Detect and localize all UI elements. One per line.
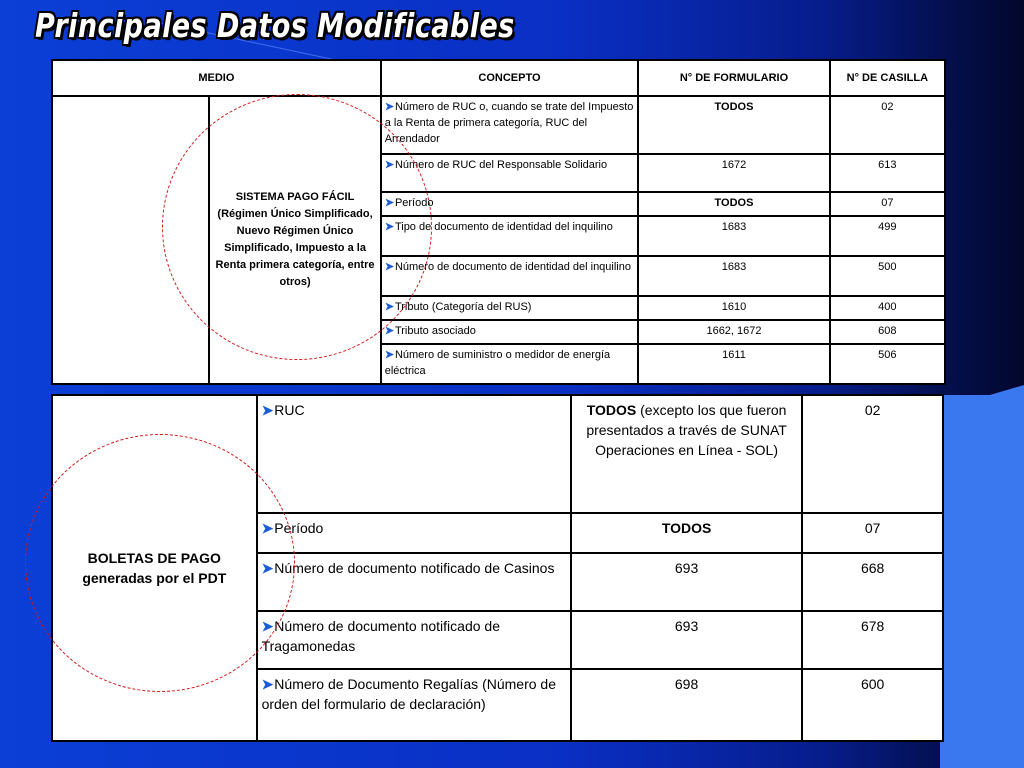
formulario-cell: TODOS xyxy=(638,192,829,216)
concepto-cell: ➤Número de RUC o, cuando se trate del Impuesto a la Renta de primera categoría, RUC del Arrendador xyxy=(381,96,639,154)
concepto-cell: ➤Número de RUC del Responsable Solidario xyxy=(381,154,639,192)
formulario-cell: TODOS xyxy=(571,513,803,553)
group-label: BOLETAS DE PAGO generadas por el PDT xyxy=(52,395,257,741)
table-header-row xyxy=(52,60,945,96)
concepto-cell: ➤Número de documento notificado de Tragamonedas xyxy=(257,611,571,669)
header-formulario: N° DE FORMULARIO xyxy=(638,60,829,96)
slide-title: Principales Datos Modificables xyxy=(35,6,515,45)
formulario-cell: 693 xyxy=(571,553,803,611)
casilla-cell: 07 xyxy=(802,513,943,553)
concepto-cell: ➤Número de Documento Regalías (Número de orden del formulario de declaración) xyxy=(257,669,571,741)
table-row xyxy=(52,96,945,154)
formulario-cell: TODOS (excepto los que fueron presentados a través de SUNAT Operaciones en Línea - SOL) xyxy=(571,395,803,513)
arrow-bullet-icon: ➤ xyxy=(384,197,394,209)
formulario-cell: TODOS xyxy=(638,96,829,154)
concepto-cell: ➤Número de documento de identidad del inquilino xyxy=(381,256,639,296)
formulario-cell: 1610 xyxy=(638,296,829,320)
casilla-cell: 02 xyxy=(830,96,945,154)
header-casilla: N° DE CASILLA xyxy=(830,60,945,96)
arrow-bullet-icon: ➤ xyxy=(384,221,394,233)
header-medio: MEDIO xyxy=(52,60,381,96)
casilla-cell: 600 xyxy=(802,669,943,741)
casilla-cell: 02 xyxy=(802,395,943,513)
casilla-cell: 500 xyxy=(830,256,945,296)
arrow-bullet-icon: ➤ xyxy=(261,676,274,692)
casilla-cell: 613 xyxy=(830,154,945,192)
arrow-bullet-icon: ➤ xyxy=(384,349,394,361)
arrow-bullet-icon: ➤ xyxy=(261,560,274,576)
arrow-bullet-icon: ➤ xyxy=(384,301,394,313)
casilla-cell: 678 xyxy=(802,611,943,669)
arrow-bullet-icon: ➤ xyxy=(261,402,274,418)
formulario-cell: 1683 xyxy=(638,216,829,256)
formulario-cell: 1672 xyxy=(638,154,829,192)
concepto-cell: ➤Tributo (Categoría del RUS) xyxy=(381,296,639,320)
casilla-cell: 668 xyxy=(802,553,943,611)
concepto-cell: ➤Número de suministro o medidor de energía eléctrica xyxy=(381,344,639,384)
casilla-cell: 506 xyxy=(830,344,945,384)
formulario-cell: 1662, 1672 xyxy=(638,320,829,344)
formulario-cell: 693 xyxy=(571,611,803,669)
casilla-cell: 499 xyxy=(830,216,945,256)
concepto-cell: ➤Período xyxy=(257,513,571,553)
group-label: SISTEMA PAGO FÁCIL (Régimen Único Simplificado, Nuevo Régimen Único Simplificado, Impuesto a la Renta primera categoría, entre otros) xyxy=(209,96,380,384)
casilla-cell: 608 xyxy=(830,320,945,344)
formulario-cell: 1611 xyxy=(638,344,829,384)
concepto-cell: ➤Tipo de documento de identidad del inquilino xyxy=(381,216,639,256)
highlight-circle xyxy=(25,434,295,692)
concepto-cell: ➤Tributo asociado xyxy=(381,320,639,344)
arrow-bullet-icon: ➤ xyxy=(384,325,394,337)
concepto-cell: ➤Período xyxy=(381,192,639,216)
arrow-bullet-icon: ➤ xyxy=(384,101,394,113)
formulario-cell: 1683 xyxy=(638,256,829,296)
arrow-bullet-icon: ➤ xyxy=(261,520,274,536)
decorative-panel xyxy=(940,395,1024,768)
concepto-cell: ➤Número de documento notificado de Casinos xyxy=(257,553,571,611)
formulario-cell: 698 xyxy=(571,669,803,741)
header-concepto: CONCEPTO xyxy=(381,60,639,96)
casilla-cell: 07 xyxy=(830,192,945,216)
arrow-bullet-icon: ➤ xyxy=(384,261,394,273)
arrow-bullet-icon: ➤ xyxy=(261,618,274,634)
highlight-circle xyxy=(162,94,432,360)
arrow-bullet-icon: ➤ xyxy=(384,159,394,171)
concepto-cell: ➤RUC xyxy=(257,395,571,513)
casilla-cell: 400 xyxy=(830,296,945,320)
